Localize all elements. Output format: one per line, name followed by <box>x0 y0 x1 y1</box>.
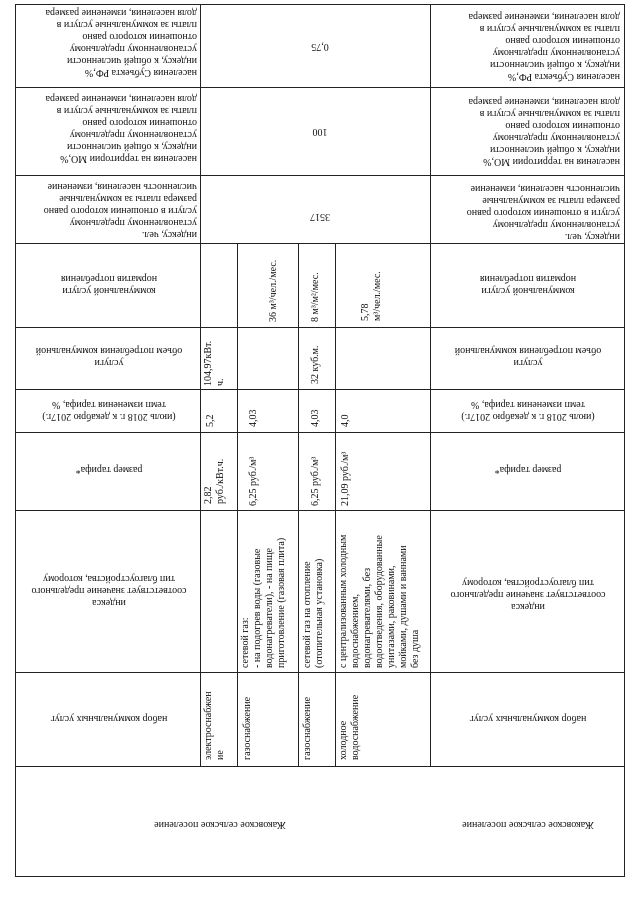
row-electricity-tariff: 2,82 руб./кВт.ч. <box>203 458 226 504</box>
row-gas-cooking-norm: 36 м³/чел./мес. <box>268 259 279 322</box>
row-gas-heating-type: сетевой газ на отопление (отопительная установка) <box>302 558 325 668</box>
settlement-name-right: Жаковское сельское поселение <box>462 819 594 830</box>
row-gas-heating-growth: 4,03 <box>310 409 321 427</box>
header-tariff-right: размер тарифа* <box>494 464 562 475</box>
row-gas-heating-service: газоснабжение <box>302 696 313 760</box>
header-improvement-type: индекса соответствует значение предельного тип благоустройства, которому <box>31 573 187 608</box>
rule <box>15 672 625 673</box>
header-tariff-growth: (июль 2018 г. к декабрю 2017г.) темп изменения тарифа, % <box>42 399 176 422</box>
col-rule <box>298 243 299 767</box>
row-gas-cooking-service: газоснабжение <box>242 696 253 760</box>
rule <box>15 389 625 390</box>
header-consumption-right: услуги объем потребления коммунальной <box>454 345 602 368</box>
header-population-right: индексу, чел. установленному предельному услуги в отношении которого равно размера платы за коммунальные численность населения, изменение <box>466 183 620 242</box>
row-gas-heating-consumption: 32 куб.м. <box>310 345 321 384</box>
col-rule <box>237 243 238 767</box>
header-services: набор коммунальных услуг <box>50 713 168 724</box>
row-gas-cooking-growth: 4,03 <box>248 409 259 427</box>
row-cold-water-growth: 4,0 <box>340 414 351 427</box>
row-electricity-consumption: 104,97кВт. ч. <box>203 340 226 386</box>
settlement-name-left: Жаковское сельское поселение <box>154 819 286 830</box>
col-rule-left-header <box>200 4 201 767</box>
rule-bottom <box>15 876 625 877</box>
rule-left <box>15 4 16 877</box>
rule <box>15 175 625 176</box>
row-gas-heating-tariff: 6,25 руб./м³ <box>310 456 321 506</box>
header-consumption: услуги объем потребления коммунальной <box>35 345 183 368</box>
header-share-subject: населения Субъекта РФ,% индексу, к общей численности установленному предельному отношении которого равно платы за коммунальные услуги в доля населения, изменение размера <box>45 7 197 78</box>
rule <box>15 766 625 767</box>
rule <box>15 432 625 433</box>
row-electricity-service: электроснабжен ие <box>203 691 226 760</box>
row-cold-water-service: холодное водоснабжение <box>338 694 361 760</box>
header-population: индексу, чел. установленному предельному услуги в отношении которого равно размера платы за коммунальные численность населения, изменение <box>43 181 197 240</box>
header-share-mo: населения на территории МО,% индексу, к общей численности установленному предельному отношении которого равно платы за коммунальные услуги в доля населения, изменение размера <box>45 93 197 164</box>
header-services-right: набор коммунальных услуг <box>469 713 587 724</box>
rule-right <box>624 4 625 877</box>
header-norm: коммунальной услуги норматив потребления <box>60 273 158 296</box>
col-rule-right-header <box>430 4 431 767</box>
row-gas-cooking-type: сетевой газ: - на подогрев воды (газовые водонагреватели), - на пище приготовление (газовая плита) <box>240 537 287 668</box>
share-mo-value: 100 <box>312 126 328 137</box>
rule-top <box>15 4 625 5</box>
header-tariff: размер тарифа* <box>75 464 143 475</box>
row-cold-water-type: с централизованным холодным водоснабжением, водонагревателями, без водоотведения, оборудованные унитазами, раковинами, мойками, душами и ваннами без душа <box>338 534 421 668</box>
share-subject-value: 0,75 <box>311 41 329 52</box>
col-rule <box>335 243 336 767</box>
header-tariff-growth-right: (июль 2018 г. к декабрю 2017г.) темп изменения тарифа, % <box>461 399 595 422</box>
row-cold-water-norm: 5,78 м³/чел./мес. <box>360 271 383 321</box>
rule <box>15 327 625 328</box>
row-electricity-growth: 5,2 <box>205 414 216 427</box>
row-gas-heating-norm: 8 м³/м²/мес. <box>310 272 321 322</box>
header-improvement-type-right: индекса соответствует значение предельного тип благоустройства, которому <box>450 577 606 612</box>
header-share-subject-right: населения Субъекта РФ,% индексу, к общей численности установленному предельному отношении которого равно платы за коммунальные услуги в доля населения, изменение размера <box>468 11 620 82</box>
row-gas-cooking-tariff: 6,25 руб./м³ <box>248 456 259 506</box>
rule <box>15 510 625 511</box>
header-share-mo-right: населения на территории МО,% индексу, к общей численности установленному предельному отношении которого равно платы за коммунальные услуги в доля населения, изменение размера <box>468 96 620 167</box>
rule <box>15 87 625 88</box>
row-cold-water-tariff: 21,09 руб./м³ <box>340 451 351 506</box>
header-norm-right: коммунальной услуги норматив потребления <box>479 273 577 296</box>
population-value: 3517 <box>310 211 330 222</box>
rule <box>15 243 625 244</box>
